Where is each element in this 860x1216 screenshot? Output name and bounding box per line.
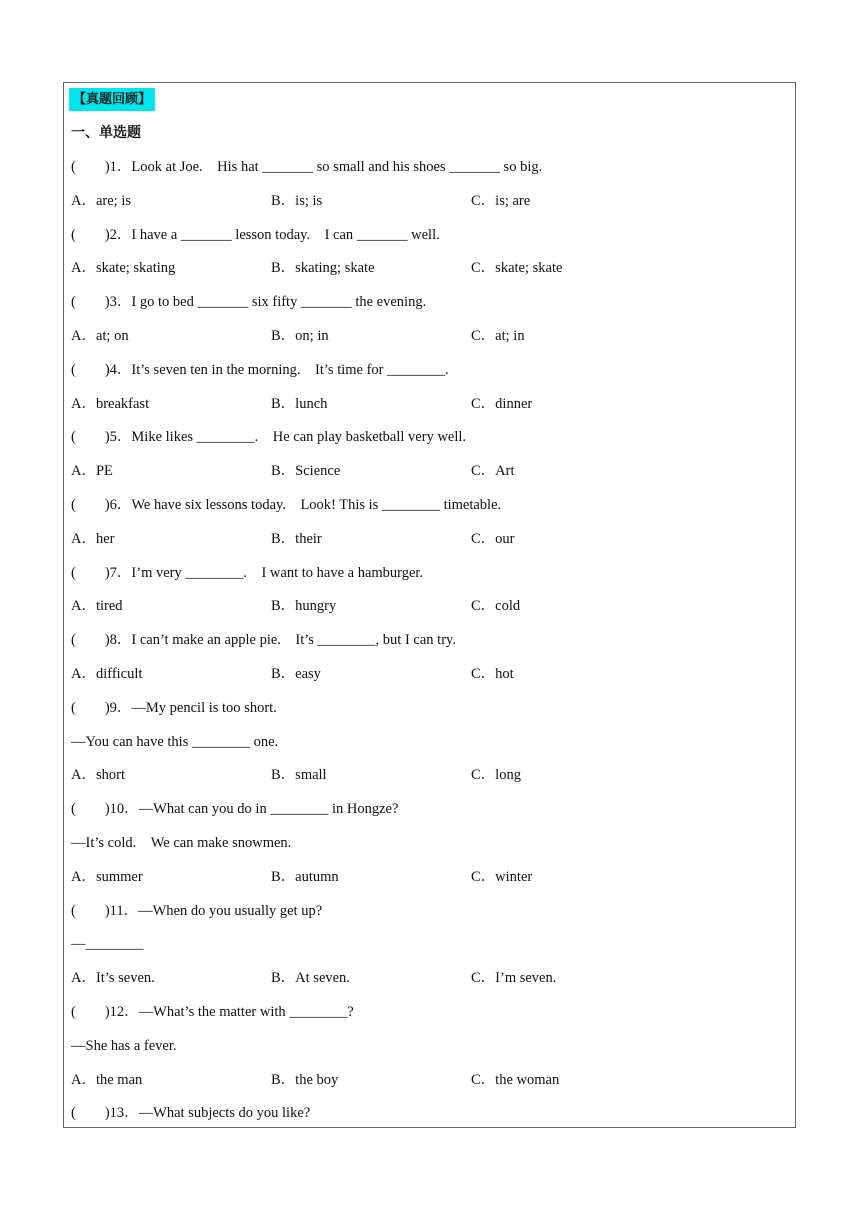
answer-option[interactable]: A．short	[71, 767, 125, 783]
answer-option[interactable]: C．cold	[471, 598, 521, 614]
question-stem: ( )8．I can’t make an apple pie. It’s ________, but I can try.	[71, 632, 456, 648]
answer-option[interactable]: C．I’m seven.	[471, 970, 557, 986]
question-stem: ( )5．Mike likes ________. He can play basketball very well.	[71, 429, 467, 445]
answer-option[interactable]: A．are; is	[71, 193, 131, 209]
question-stem: ( )12．—What’s the matter with ________?	[71, 1004, 354, 1020]
question-stem: ( )11．—When do you usually get up?	[71, 903, 323, 919]
question-stem: ( )13．—What subjects do you like?	[71, 1105, 311, 1121]
question-dialogue-line: —She has a fever.	[71, 1038, 177, 1054]
answer-option[interactable]: C．dinner	[471, 396, 533, 412]
section-tag: 【真题回顾】	[69, 88, 155, 111]
question-stem: ( )4．It’s seven ten in the morning. It’s time for ________.	[71, 362, 449, 378]
answer-option[interactable]: B．skating; skate	[271, 260, 375, 276]
answer-option[interactable]: A．her	[71, 531, 115, 547]
answer-option[interactable]: A．skate; skating	[71, 260, 176, 276]
answer-option[interactable]: C．Art	[471, 463, 515, 479]
question-stem: ( )6．We have six lessons today. Look! This is ________ timetable.	[71, 497, 502, 513]
answer-option[interactable]: A．tired	[71, 598, 123, 614]
answer-option[interactable]: C．at; in	[471, 328, 525, 344]
answer-option[interactable]: B．hungry	[271, 598, 337, 614]
answer-option[interactable]: A．the man	[71, 1072, 143, 1088]
question-dialogue-line: —You can have this ________ one.	[71, 734, 279, 750]
question-stem: ( )7．I’m very ________. I want to have a hamburger.	[71, 565, 424, 581]
answer-option[interactable]: B．on; in	[271, 328, 329, 344]
answer-option[interactable]: C．hot	[471, 666, 514, 682]
answer-option[interactable]: B．At seven.	[271, 970, 350, 986]
answer-option[interactable]: A．breakfast	[71, 396, 150, 412]
answer-option[interactable]: B．autumn	[271, 869, 339, 885]
answer-option[interactable]: C．the woman	[471, 1072, 560, 1088]
answer-option[interactable]: B．small	[271, 767, 327, 783]
answer-option[interactable]: C．skate; skate	[471, 260, 563, 276]
answer-option[interactable]: B．easy	[271, 666, 321, 682]
question-stem: ( )9．—My pencil is too short.	[71, 700, 277, 716]
answer-option[interactable]: C．long	[471, 767, 521, 783]
section-heading: 一、单选题	[71, 125, 141, 141]
answer-option[interactable]: B．the boy	[271, 1072, 339, 1088]
answer-option[interactable]: C．our	[471, 531, 515, 547]
answer-option[interactable]: B．Science	[271, 463, 341, 479]
answer-option[interactable]: C．winter	[471, 869, 533, 885]
answer-option[interactable]: A．at; on	[71, 328, 129, 344]
answer-option[interactable]: C．is; are	[471, 193, 531, 209]
answer-option[interactable]: B．lunch	[271, 396, 328, 412]
answer-option[interactable]: A．summer	[71, 869, 143, 885]
answer-option[interactable]: A．It’s seven.	[71, 970, 155, 986]
question-stem: ( )3．I go to bed _______ six fifty _______ the evening.	[71, 294, 427, 310]
answer-option[interactable]: B．is; is	[271, 193, 323, 209]
question-dialogue-line: —________	[71, 936, 144, 952]
question-stem: ( )10．—What can you do in ________ in Hongze?	[71, 801, 399, 817]
question-stem: ( )1．Look at Joe. His hat _______ so small and his shoes _______ so big.	[71, 159, 543, 175]
answer-option[interactable]: B．their	[271, 531, 322, 547]
question-stem: ( )2．I have a _______ lesson today. I can _______ well.	[71, 227, 440, 243]
answer-option[interactable]: A．PE	[71, 463, 113, 479]
question-dialogue-line: —It’s cold. We can make snowmen.	[71, 835, 292, 851]
answer-option[interactable]: A．difficult	[71, 666, 143, 682]
